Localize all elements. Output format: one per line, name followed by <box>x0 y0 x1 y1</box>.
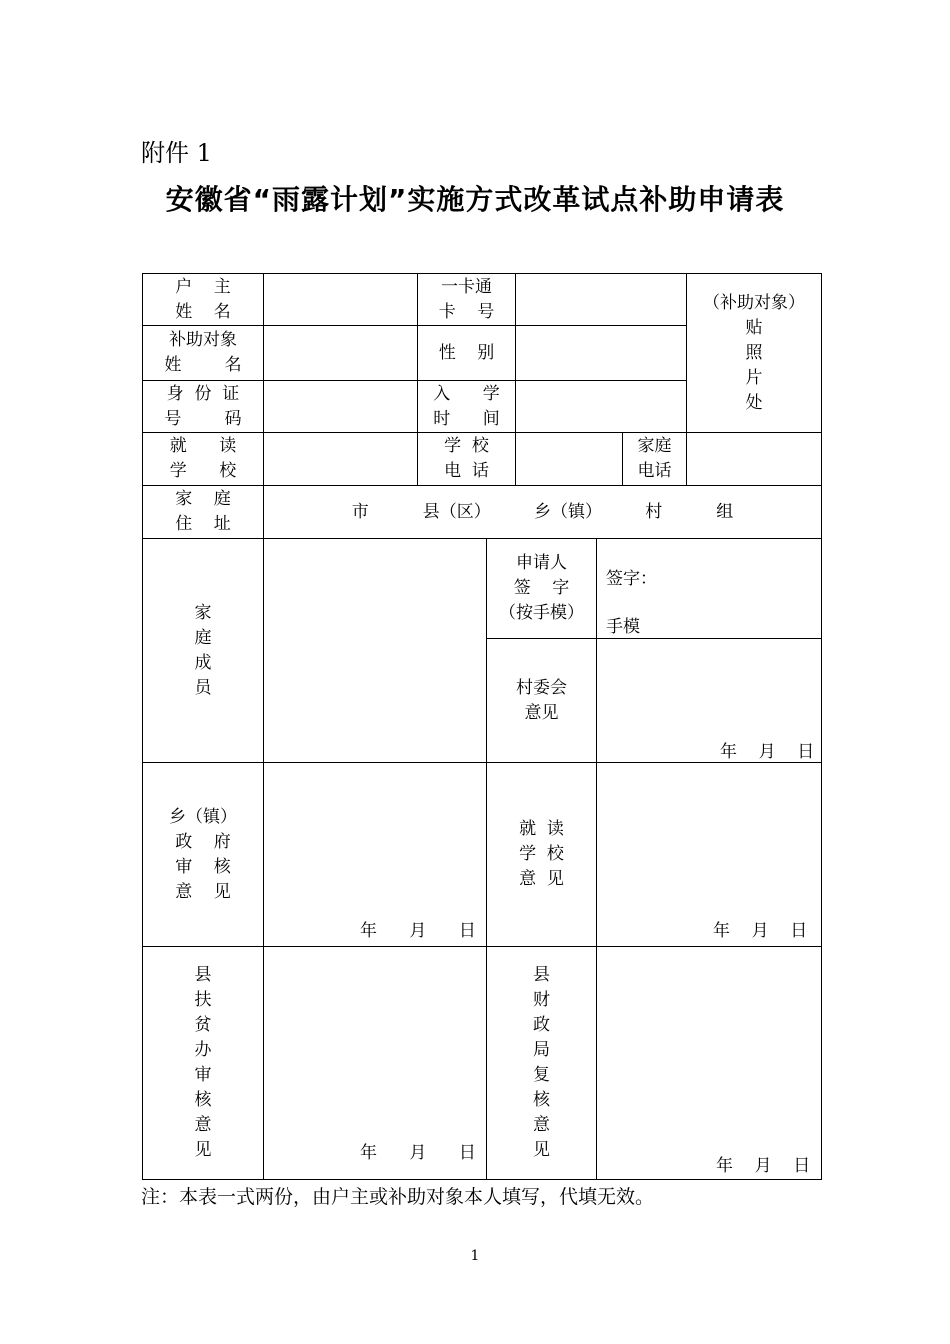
footnote: 注：本表一式两份，由户主或补助对象本人填写，代填无效。 <box>141 1186 655 1208</box>
finance-opinion-label: 县 财 政 局 复 核 意 见 <box>486 946 597 1180</box>
thumb-text: 手模 <box>606 617 640 637</box>
card-no-field[interactable] <box>515 273 687 326</box>
page-number: 1 <box>470 1248 480 1264</box>
school-label: 就 读 学 校 <box>142 432 264 486</box>
town-date: 年 月 日 <box>360 921 476 941</box>
village-opinion-label: 村委会 意见 <box>486 638 597 763</box>
finance-opinion-field[interactable] <box>596 946 822 1180</box>
address-label: 家 庭 住 址 <box>142 485 264 539</box>
photo-area: （补助对象） 贴 照 片 处 <box>686 273 822 433</box>
town-opinion-label: 乡（镇） 政 府 审 核 意 见 <box>142 762 264 947</box>
enroll-time-label: 入 学 时 间 <box>417 380 516 433</box>
school-phone-field[interactable] <box>515 432 623 486</box>
school-field[interactable] <box>263 432 418 486</box>
enroll-time-field[interactable] <box>515 380 687 433</box>
address-field[interactable]: 市 县（区） 乡（镇） 村 组 <box>263 485 822 539</box>
home-phone-label: 家庭 电话 <box>622 432 687 486</box>
school-phone-label: 学 校 电 话 <box>417 432 516 486</box>
attachment-label: 附件 1 <box>141 139 212 167</box>
poverty-office-date: 年 月 日 <box>360 1143 476 1163</box>
id-no-field[interactable] <box>263 380 418 433</box>
page-title: 安徽省“雨露计划”实施方式改革试点补助申请表 <box>165 183 785 216</box>
gender-label: 性 别 <box>417 325 516 381</box>
id-no-label: 身 份 证 号 码 <box>142 380 264 433</box>
subject-name-label: 补助对象 姓 名 <box>142 325 264 381</box>
family-members-label: 家 庭 成 员 <box>142 538 264 763</box>
card-no-label: 一卡通 卡 号 <box>417 273 516 326</box>
family-members-field[interactable] <box>263 538 487 763</box>
poverty-office-opinion-label: 县 扶 贫 办 审 核 意 见 <box>142 946 264 1180</box>
school-date: 年 月 日 <box>713 921 808 941</box>
village-date: 年 月 日 <box>720 742 815 762</box>
applicant-sign-label: 申请人 签 字 （按手模） <box>486 538 597 639</box>
head-name-field[interactable] <box>263 273 418 326</box>
home-phone-field[interactable] <box>686 432 822 486</box>
subject-name-field[interactable] <box>263 325 418 381</box>
school-opinion-label: 就 读 学 校 意 见 <box>486 762 597 947</box>
head-name-label: 户 主 姓 名 <box>142 273 264 326</box>
gender-field[interactable] <box>515 325 687 381</box>
finance-date: 年 月 日 <box>716 1156 811 1176</box>
sign-text: 签字： <box>606 569 657 589</box>
